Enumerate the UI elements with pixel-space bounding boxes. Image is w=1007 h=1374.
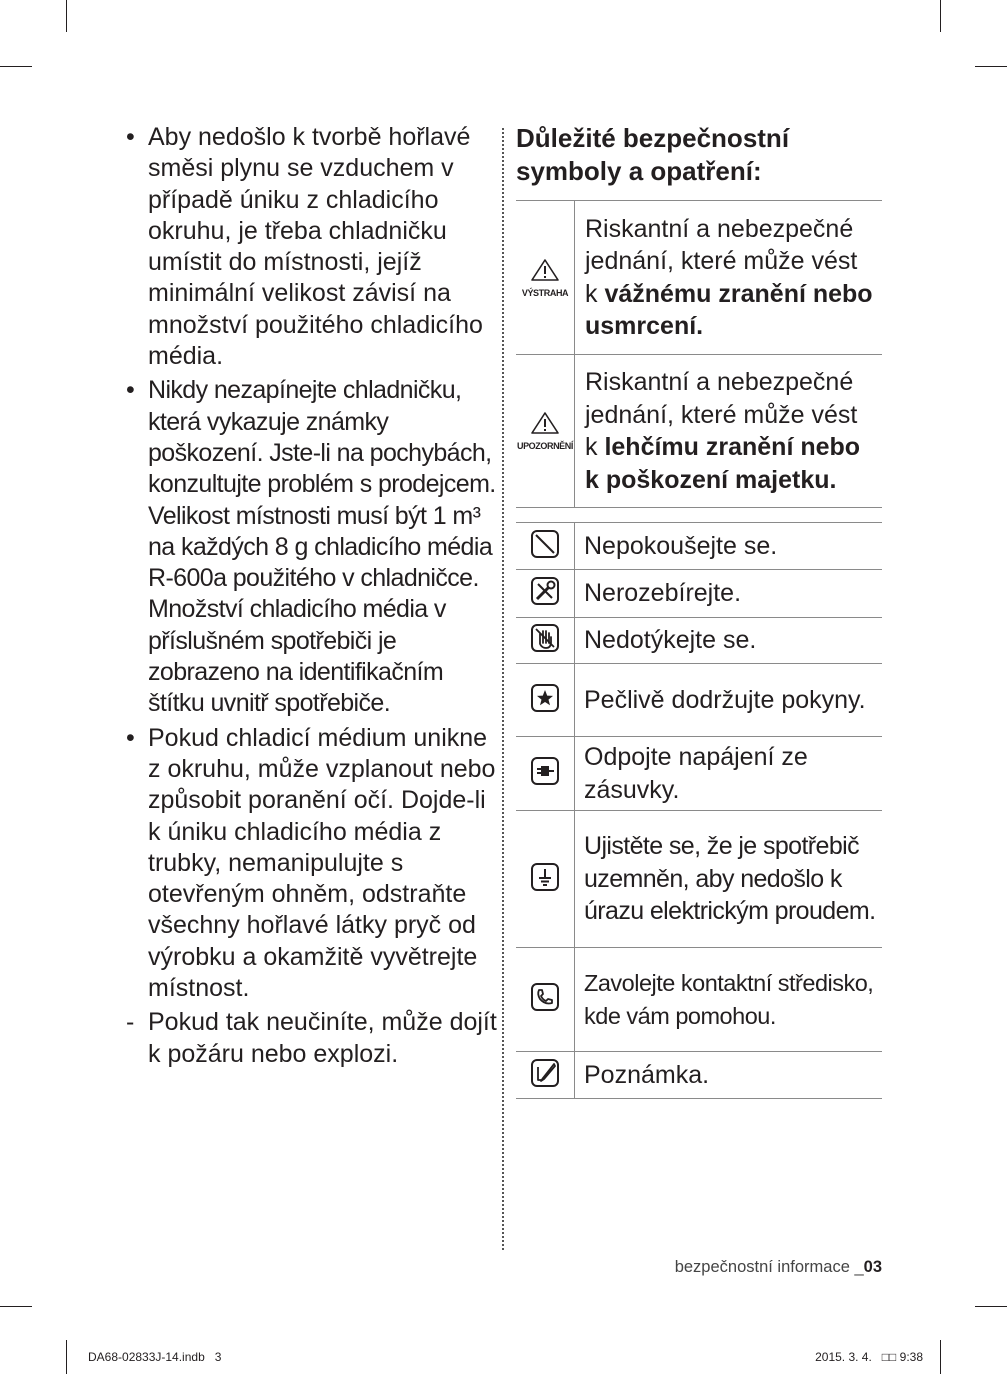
symbol-text: Ujistěte se, že je spotřebič uzemněn, aby nedošlo k úrazu elektrickým proudem. [575,811,883,948]
crop-mark [975,66,1007,67]
crop-mark [0,66,32,67]
bullet-text: Aby nedošlo k tvorbě hořlavé směsi plynu se vzduchem v případě úniku z chladicího okruhu, je třeba chladničku umístit do místnosti, jejíž minimální velikost závisí na množství použitého chladicího média. [148,123,483,371]
bullet-marker: • [126,723,135,752]
symbol-text: Poznámka. [575,1052,883,1099]
symbol-row [516,737,882,811]
symbol-icon-cell [516,618,575,664]
unplug-icon [530,756,560,786]
page-footer [675,1258,882,1277]
symbol-text: Nepokoušejte se. [575,523,883,570]
footer-section: bezpečnostní informace _ [674,1258,864,1276]
symbol-icon-cell [516,1052,575,1099]
symbol-icon-cell [516,811,575,948]
warning-icon-cell [516,201,575,355]
dash-marker: - [126,1008,135,1037]
column-divider [502,128,504,1250]
symbol-text: Nerozebírejte. [575,570,883,618]
warning-row [516,201,882,355]
ground-icon [530,862,560,892]
warning-row [516,355,882,508]
symbol-row [516,948,882,1052]
bullet-marker: • [126,123,135,151]
crop-mark [0,1306,32,1307]
bullet-marker: • [126,376,135,405]
symbol-text: Pečlivě dodržujte pokyny. [575,664,883,737]
bullet-text: Pokud chladicí médium unikne z okruhu, může vzplanout nebo způsobit poranění očí. Dojde-li k úniku chladicího média z trubky, nemanipulujte s otevřeným ohněm, odstraňte všechny hořlavé látky pryč od výrobku a okamžitě vyvětrejte místnost. [148,723,496,1003]
crop-mark [66,1340,67,1374]
do-not-disassemble-icon [530,576,560,606]
warning-label: VÝSTRAHA [521,287,569,298]
symbol-row [516,1052,882,1099]
symbol-text: Nedotýkejte se. [575,618,883,664]
warning-text-normal: Riskantní a nebezpečné jednání, které může vést k [585,214,858,308]
follow-instructions-icon [530,683,560,713]
crop-mark [940,0,941,32]
symbol-text: Zavolejte kontaktní středisko, kde vám pomohou. [575,948,883,1052]
warning-text-bold: lehčímu zranění nebo k poškození majetku. [585,433,861,494]
bullet-text: Pokud tak neučiníte, může dojít k požáru nebo explozi. [148,1008,497,1068]
do-not-touch-icon [530,623,560,653]
left-column [120,122,498,1070]
symbol-icon-cell [516,570,575,618]
bullet-text: Nikdy nezapínejte chladničku, která vykazuje známky poškození. Jste-li na pochybách, konzultujte problém s prodejcem. Velikost místnosti musí být 1 m³ na každých 8 g chladicího média R-600a použitého v chladničce. Množství chladicího média v příslušném spotřebiči je zobrazeno na identifikačním štítku uvnitř spotřebiče. [148,376,496,718]
bullet-item [120,122,498,372]
warning-text-bold: vážnému zranění nebo usmrcení. [585,279,873,340]
crop-mark [940,1340,941,1374]
symbol-icon-cell [516,664,575,737]
symbol-table [516,522,882,1099]
note-icon [530,1058,560,1088]
symbol-row [516,811,882,948]
slug-datetime: 2015. 3. 4. □□ 9:38 [815,1350,923,1364]
symbol-icon-cell [516,948,575,1052]
right-column [516,122,882,1099]
warning-table [516,200,882,508]
symbol-text: Odpojte napájení ze zásuvky. [575,737,883,811]
symbol-row [516,523,882,570]
bullet-item [120,1007,498,1070]
symbol-icon-cell [516,737,575,811]
warning-label: UPOZORNĚNÍ [516,441,573,451]
warning-text-normal: Riskantní a nebezpečné jednání, které může vést k [585,368,858,461]
crop-mark [975,1306,1007,1307]
symbol-row [516,618,882,664]
crop-mark [66,0,67,32]
warning-icon-cell [516,355,575,508]
warning-triangle-icon [530,411,560,435]
warning-triangle-icon [530,258,560,282]
do-not-attempt-icon [530,529,560,559]
bullet-item [120,375,498,719]
warning-text [575,201,883,355]
symbol-row [516,570,882,618]
page-number: 03 [863,1258,882,1276]
symbol-icon-cell [516,523,575,570]
slug-filename: DA68-02833J-14.indb 3 [88,1350,222,1364]
warning-text [575,355,883,508]
section-title: Důležité bezpečnostní symboly a opatření: [516,123,790,186]
symbol-row [516,664,882,737]
bullet-item [120,723,498,1005]
phone-icon [530,982,560,1012]
